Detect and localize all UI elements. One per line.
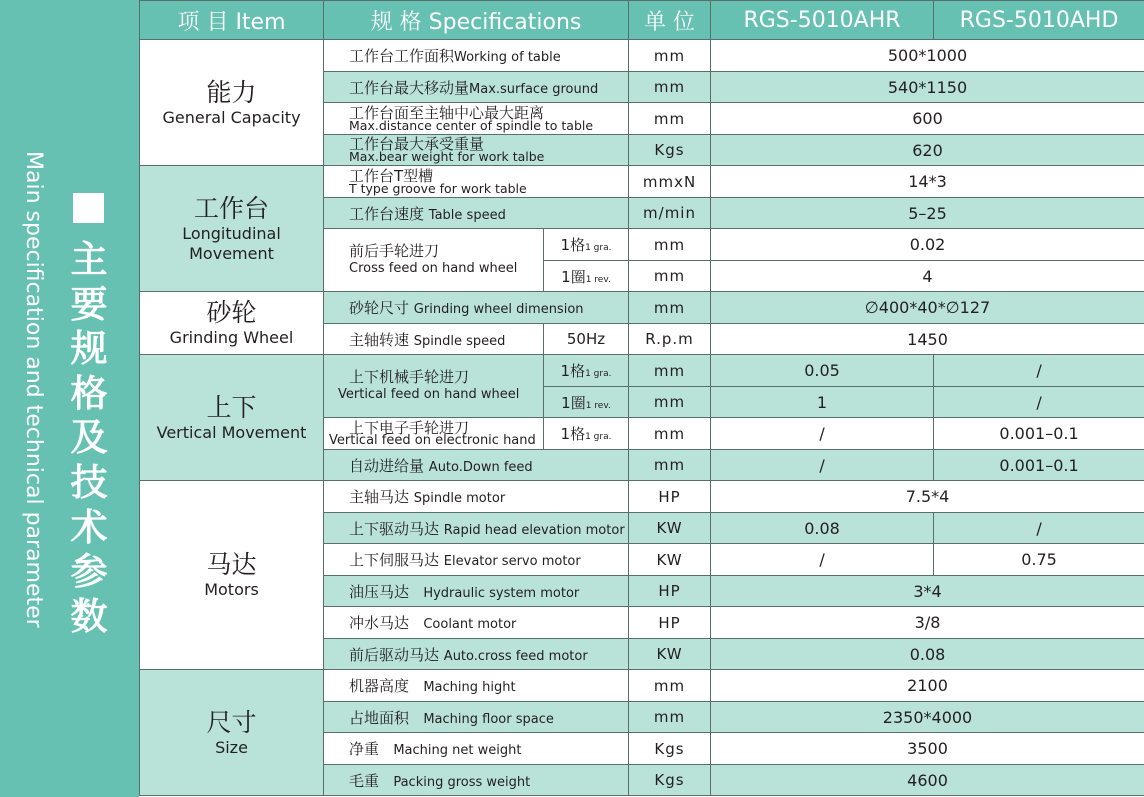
value-cell: 0.02 bbox=[711, 229, 1144, 261]
unit-cell: mm bbox=[629, 355, 711, 387]
group-cn: 砂轮 bbox=[206, 298, 257, 327]
value-cell-a: 1 bbox=[711, 387, 934, 418]
header-model-b: RGS-5010AHD bbox=[934, 1, 1144, 40]
table-row bbox=[140, 292, 1144, 324]
item-label: 上下电子手轮进刀 Vertical feed on electronic hand bbox=[324, 418, 544, 450]
value-cell: 3*4 bbox=[711, 576, 1144, 607]
unit-cell: mm bbox=[629, 387, 711, 418]
unit-cell: m/min bbox=[629, 198, 711, 229]
item-label: 上下驱动马达 Rapid head elevation motor bbox=[324, 513, 629, 544]
header-spec: 规 格 Specifications bbox=[324, 1, 629, 40]
bullet-square-icon bbox=[73, 193, 104, 223]
group-en: General Capacity bbox=[162, 107, 301, 127]
unit-cell: mm bbox=[629, 72, 711, 103]
group-cn: 能力 bbox=[206, 77, 257, 107]
value-cell: 4 bbox=[711, 261, 1144, 292]
item-label: 冲水马达 Coolant motor bbox=[324, 607, 629, 639]
header-model-a: RGS-5010AHR bbox=[711, 1, 934, 40]
header-item: 项 目 Item bbox=[140, 1, 324, 40]
value-cell: 0.08 bbox=[711, 639, 1144, 670]
value-cell-a: 0.05 bbox=[711, 355, 934, 387]
group-en: Vertical Movement bbox=[156, 422, 307, 442]
group-en: Grinding Wheel bbox=[169, 328, 294, 347]
group-wheel bbox=[140, 292, 324, 355]
item-label: 工作台面至主轴中心最大距离 Max.distance center of spindle to table bbox=[324, 103, 629, 135]
group-motors bbox=[140, 481, 324, 670]
sidebar bbox=[0, 0, 139, 797]
value-cell: 3500 bbox=[711, 733, 1144, 765]
group-table bbox=[140, 166, 324, 292]
value-cell: 2100 bbox=[711, 670, 1144, 702]
value-cell-a: / bbox=[711, 544, 934, 576]
group-cn: 尺寸 bbox=[206, 707, 257, 737]
table-row bbox=[140, 40, 1144, 72]
item-label: 净重 Maching net weight bbox=[324, 733, 629, 765]
item-label: 前后驱动马达 Auto.cross feed motor bbox=[324, 639, 629, 670]
group-capacity bbox=[140, 40, 324, 166]
item-label: 工作台最大承受重量 Max.bear weight for work talbe bbox=[324, 135, 629, 166]
group-en: Longitudinal bbox=[182, 223, 281, 243]
item-label: 前后手轮进刀 Cross feed on hand wheel bbox=[324, 229, 544, 292]
value-cell: 620 bbox=[711, 135, 1144, 166]
group-cn: 工作台 bbox=[193, 193, 269, 223]
value-cell-b: / bbox=[934, 387, 1144, 418]
group-cn: 上下 bbox=[206, 392, 257, 422]
value-cell-b: / bbox=[934, 355, 1144, 387]
sidebar-title-cn: 主 要 规 格 及 技 术 参 数 bbox=[70, 238, 108, 638]
unit-cell: KW bbox=[629, 639, 711, 670]
sub-cell: 50Hz bbox=[544, 324, 629, 355]
sub-cell: 1格1 gra. bbox=[544, 229, 629, 261]
value-cell-b: 0.75 bbox=[934, 544, 1144, 576]
item-label: 工作台最大移动量Max.surface ground bbox=[324, 72, 629, 103]
unit-cell: Kgs bbox=[629, 765, 711, 796]
unit-cell: mm bbox=[629, 261, 711, 292]
group-cn: 马达 bbox=[206, 550, 257, 579]
header-unit: 单 位 bbox=[629, 1, 711, 40]
value-cell-a: 0.08 bbox=[711, 513, 934, 544]
unit-cell: mm bbox=[629, 418, 711, 450]
unit-cell: mm bbox=[629, 40, 711, 72]
unit-cell: mm bbox=[629, 670, 711, 702]
unit-cell: mm bbox=[629, 292, 711, 324]
item-label: 机器高度 Maching hight bbox=[324, 670, 629, 702]
unit-cell: mm bbox=[629, 103, 711, 135]
item-label: 主轴马达 Spindle motor bbox=[324, 481, 629, 513]
unit-cell: mm bbox=[629, 702, 711, 733]
header-row bbox=[140, 1, 1144, 40]
table-row bbox=[140, 670, 1144, 702]
value-cell: 4600 bbox=[711, 765, 1144, 796]
value-cell: 1450 bbox=[711, 324, 1144, 355]
value-cell-b: 0.001–0.1 bbox=[934, 450, 1144, 481]
unit-cell: KW bbox=[629, 513, 711, 544]
item-label: 毛重 Packing gross weight bbox=[324, 765, 629, 796]
value-cell: 5–25 bbox=[711, 198, 1144, 229]
sub-cell: 1圈1 rev. bbox=[544, 387, 629, 418]
item-label: 上下伺服马达 Elevator servo motor bbox=[324, 544, 629, 576]
unit-cell: HP bbox=[629, 481, 711, 513]
value-cell: 7.5*4 bbox=[711, 481, 1144, 513]
sub-cell: 1格1 gra. bbox=[544, 355, 629, 387]
item-label: 工作台T型槽 T type groove for work table bbox=[324, 166, 629, 198]
item-label: 砂轮尺寸 Grinding wheel dimension bbox=[324, 292, 629, 324]
group-en: Size bbox=[215, 737, 248, 757]
unit-cell: mm bbox=[629, 450, 711, 481]
unit-cell: HP bbox=[629, 576, 711, 607]
group-size bbox=[140, 670, 324, 796]
value-cell: 500*1000 bbox=[711, 40, 1144, 72]
sidebar-title-en: Main specification and technical parameter bbox=[21, 151, 46, 628]
group-en: Movement bbox=[189, 243, 274, 263]
item-label: 主轴转速 Spindle speed bbox=[324, 324, 544, 355]
spec-table bbox=[139, 0, 1144, 796]
unit-cell: R.p.m bbox=[629, 324, 711, 355]
sub-cell: 1格1 gra. bbox=[544, 418, 629, 450]
item-label: 工作台速度 Table speed bbox=[324, 198, 629, 229]
item-label: 占地面积 Maching floor space bbox=[324, 702, 629, 733]
table-row bbox=[140, 481, 1144, 513]
group-en: Motors bbox=[204, 580, 259, 599]
item-label: 油压马达 Hydraulic system motor bbox=[324, 576, 629, 607]
item-label: 工作台工作面积Working of table bbox=[324, 40, 629, 72]
item-label: 上下机械手轮进刀 Vertical feed on hand wheel bbox=[324, 355, 544, 418]
value-cell: 3/8 bbox=[711, 607, 1144, 639]
unit-cell: mm bbox=[629, 229, 711, 261]
value-cell-b: 0.001–0.1 bbox=[934, 418, 1144, 450]
unit-cell: HP bbox=[629, 607, 711, 639]
value-cell-a: / bbox=[711, 450, 934, 481]
value-cell: 2350*4000 bbox=[711, 702, 1144, 733]
value-cell-a: / bbox=[711, 418, 934, 450]
unit-cell: Kgs bbox=[629, 733, 711, 765]
table-row bbox=[140, 166, 1144, 198]
unit-cell: KW bbox=[629, 544, 711, 576]
sub-cell: 1圈1 rev. bbox=[544, 261, 629, 292]
value-cell: ∅400*40*∅127 bbox=[711, 292, 1144, 324]
value-cell: 14*3 bbox=[711, 166, 1144, 198]
value-cell: 600 bbox=[711, 103, 1144, 135]
value-cell: 540*1150 bbox=[711, 72, 1144, 103]
table-row bbox=[140, 355, 1144, 387]
item-label: 自动进给量 Auto.Down feed bbox=[324, 450, 629, 481]
group-vertical bbox=[140, 355, 324, 481]
unit-cell: mmxN bbox=[629, 166, 711, 198]
value-cell-b: / bbox=[934, 513, 1144, 544]
unit-cell: Kgs bbox=[629, 135, 711, 166]
